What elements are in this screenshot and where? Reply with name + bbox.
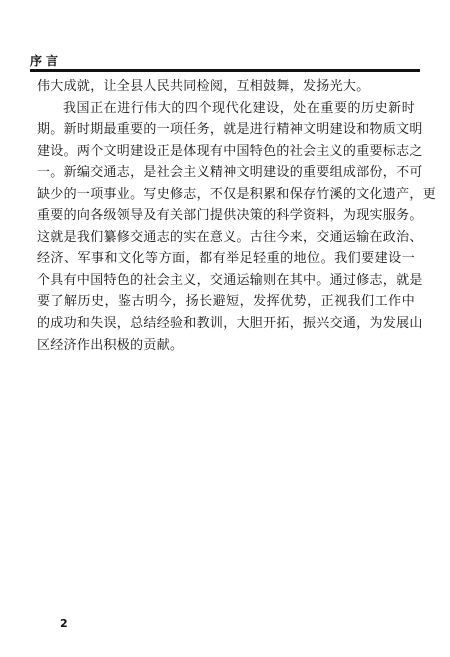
text-line: 伟大成就，让全县人民共同检阅，互相鼓舞，发扬光大。: [37, 79, 370, 94]
text-line: 要了解历史，鉴古明今，扬长避短，发挥优势，正视我们工作中: [37, 294, 415, 310]
text-line: 缺少的一项事业。写史修志，不仅是积累和保存竹溪的文化遗产，更: [37, 186, 437, 202]
text-line: 个具有中国特色的社会主义，交通运输则在其中。通过修志，就是: [37, 272, 423, 288]
text-line: 经济、军事和文化等方面，都有举足轻重的地位。我们要建设一: [37, 251, 415, 267]
running-header: [30, 50, 420, 74]
text-line: 重要的向各级领导及有关部门提供决策的科学资料，为现实服务。: [37, 208, 423, 224]
header-rule: [30, 69, 420, 72]
text-line: 的成功和失误，总结经验和教训，大胆开拓，振兴交通，为发展山: [37, 316, 423, 332]
text-line: 期。新时期最重要的一项任务，就是进行精神文明建设和物质文明: [37, 122, 423, 138]
text-line: 建设。两个文明建设正是体现有中国特色的社会主义的重要标志之: [37, 143, 423, 159]
text-line: 一。新编交通志，是社会主义精神文明建设的重要组成部份，不可: [37, 165, 423, 181]
body-text: [37, 76, 437, 356]
page-number: 2: [60, 617, 68, 630]
text-line: 区经济作出积极的贡献。: [37, 337, 184, 353]
section-title: 序言: [30, 54, 63, 68]
text-line: 这就是我们纂修交通志的实在意义。古往今来，交通运输在政治、: [37, 229, 423, 245]
text-line: 我国正在进行伟大的四个现代化建设，处在重要的历史新时: [63, 100, 415, 116]
